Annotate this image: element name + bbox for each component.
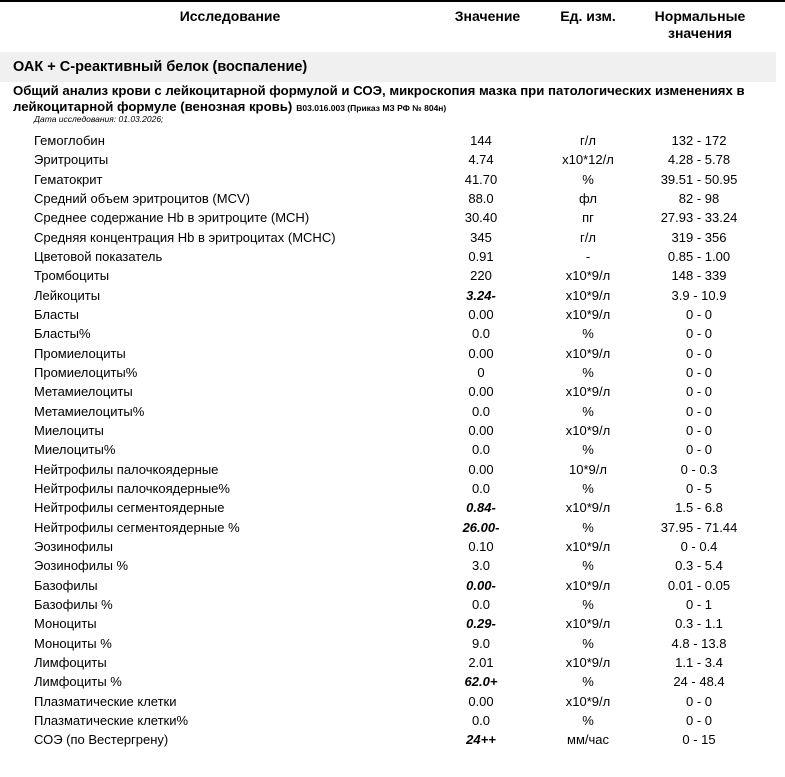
result-value: 0.00 bbox=[468, 461, 494, 477]
result-unit: x10*9/л bbox=[565, 422, 611, 438]
result-name: Базофилы bbox=[34, 577, 98, 593]
result-normal-range: 0 - 0.4 bbox=[680, 538, 718, 554]
result-unit: % bbox=[582, 442, 594, 458]
result-value: 0.0 bbox=[471, 480, 491, 496]
result-row bbox=[0, 595, 785, 614]
result-value: 30.40 bbox=[464, 210, 498, 226]
result-unit: x10*9/л bbox=[565, 287, 611, 303]
result-value: 0.0 bbox=[471, 712, 491, 728]
result-normal-range: 0 - 0 bbox=[685, 345, 712, 361]
study-date: Дата исследования: 01.03.2026; bbox=[34, 114, 164, 124]
result-normal-range: 0.85 - 1.00 bbox=[667, 248, 731, 264]
result-row bbox=[0, 498, 785, 517]
result-row bbox=[0, 440, 785, 459]
result-unit: - bbox=[585, 248, 591, 264]
result-row bbox=[0, 711, 785, 730]
result-normal-range: 0 - 0 bbox=[685, 403, 712, 419]
result-value: 3.0 bbox=[471, 558, 491, 574]
result-name: Базофилы % bbox=[34, 596, 113, 612]
result-normal-range: 4.8 - 13.8 bbox=[671, 635, 727, 651]
study-title bbox=[13, 83, 778, 116]
result-unit: x10*9/л bbox=[565, 616, 611, 632]
result-name: Моноциты bbox=[34, 616, 97, 632]
result-row bbox=[0, 324, 785, 343]
result-value: 345 bbox=[470, 229, 492, 245]
result-value-flagged: 24++ bbox=[466, 732, 496, 748]
result-normal-range: 319 - 356 bbox=[671, 229, 727, 245]
result-unit: x10*12/л bbox=[562, 152, 614, 168]
result-normal-range: 0 - 0 bbox=[685, 364, 712, 380]
result-value: 0 bbox=[477, 364, 485, 380]
result-row bbox=[0, 131, 785, 150]
result-normal-range: 0.01 - 0.05 bbox=[667, 577, 731, 593]
result-unit: x10*9/л bbox=[565, 268, 611, 284]
result-row bbox=[0, 305, 785, 324]
result-row bbox=[0, 170, 785, 189]
result-unit: x10*9/л bbox=[565, 654, 611, 670]
result-name: Миелоциты bbox=[34, 422, 104, 438]
result-row bbox=[0, 286, 785, 305]
result-unit: пг bbox=[582, 210, 594, 226]
column-header-normal-range: Нормальные значения bbox=[654, 8, 746, 41]
result-name: Плазматические клетки bbox=[34, 693, 177, 709]
result-normal-range: 39.51 - 50.95 bbox=[660, 171, 738, 187]
result-normal-range: 0.3 - 5.4 bbox=[675, 558, 723, 574]
result-value: 0.0 bbox=[471, 596, 491, 612]
result-row bbox=[0, 537, 785, 556]
result-normal-range: 0 - 0 bbox=[685, 422, 712, 438]
result-row bbox=[0, 382, 785, 401]
result-name: Метамиелоциты% bbox=[34, 403, 145, 419]
result-name: Средний объем эритроцитов (MCV) bbox=[34, 190, 250, 206]
result-normal-range: 82 - 98 bbox=[678, 190, 720, 206]
result-value: 41.70 bbox=[464, 171, 498, 187]
result-value: 0.0 bbox=[471, 403, 491, 419]
result-row bbox=[0, 692, 785, 711]
result-row bbox=[0, 208, 785, 227]
result-value-flagged: 3.24- bbox=[466, 287, 496, 303]
result-value-flagged: 0.84- bbox=[466, 500, 496, 516]
result-unit: % bbox=[582, 326, 594, 342]
result-normal-range: 0 - 0 bbox=[685, 442, 712, 458]
result-normal-range: 1.5 - 6.8 bbox=[675, 500, 723, 516]
result-unit: x10*9/л bbox=[565, 538, 611, 554]
result-name: Метамиелоциты bbox=[34, 384, 133, 400]
result-row bbox=[0, 460, 785, 479]
result-unit: % bbox=[582, 403, 594, 419]
result-value: 2.01 bbox=[468, 654, 494, 670]
result-normal-range: 37.95 - 71.44 bbox=[660, 519, 738, 535]
result-unit: % bbox=[582, 171, 594, 187]
result-name: Нейтрофилы сегментоядерные bbox=[34, 500, 225, 516]
result-unit: % bbox=[582, 712, 594, 728]
result-name: Тромбоциты bbox=[34, 268, 110, 284]
result-unit: % bbox=[582, 558, 594, 574]
section-title: ОАК + С-реактивный белок (воспаление) bbox=[13, 59, 308, 75]
result-unit: x10*9/л bbox=[565, 384, 611, 400]
result-name: Бласты% bbox=[34, 326, 91, 342]
result-name: Лимфоциты % bbox=[34, 674, 122, 690]
column-header-value: Значение bbox=[454, 8, 521, 24]
result-name: Бласты bbox=[34, 306, 79, 322]
result-row bbox=[0, 266, 785, 285]
result-row bbox=[0, 228, 785, 247]
result-unit: x10*9/л bbox=[565, 345, 611, 361]
column-header-test: Исследование bbox=[179, 8, 281, 24]
result-normal-range: 0 - 15 bbox=[682, 732, 716, 748]
result-name: Миелоциты% bbox=[34, 442, 116, 458]
result-value-flagged: 26.00- bbox=[462, 519, 500, 535]
result-unit: 10*9/л bbox=[569, 461, 607, 477]
result-row bbox=[0, 576, 785, 595]
result-normal-range: 0 - 0.3 bbox=[680, 461, 718, 477]
result-normal-range: 0 - 1 bbox=[685, 596, 712, 612]
result-normal-range: 0 - 0 bbox=[685, 306, 712, 322]
result-name: Промиелоциты bbox=[34, 345, 126, 361]
result-value: 9.0 bbox=[471, 635, 491, 651]
result-unit: % bbox=[582, 519, 594, 535]
result-name: Нейтрофилы сегментоядерные % bbox=[34, 519, 240, 535]
result-name: Нейтрофилы палочкоядерные bbox=[34, 461, 219, 477]
study-title-text: Общий анализ крови с лейкоцитарной формулой и СОЭ, микроскопия мазка при патологических изменениях в лейкоцитарной формуле (венозная кровь) bbox=[13, 83, 745, 114]
result-name: Эозинофилы % bbox=[34, 558, 129, 574]
result-value: 4.74 bbox=[468, 152, 494, 168]
result-row bbox=[0, 363, 785, 382]
result-row bbox=[0, 402, 785, 421]
result-normal-range: 0 - 0 bbox=[685, 326, 712, 342]
result-row bbox=[0, 479, 785, 498]
result-name: Лейкоциты bbox=[34, 287, 101, 303]
result-normal-range: 0 - 0 bbox=[685, 712, 712, 728]
result-unit: фл bbox=[579, 190, 597, 206]
result-value: 0.00 bbox=[468, 345, 494, 361]
result-unit: % bbox=[582, 635, 594, 651]
result-row bbox=[0, 614, 785, 633]
result-row bbox=[0, 247, 785, 266]
result-value: 0.00 bbox=[468, 693, 494, 709]
result-row bbox=[0, 556, 785, 575]
result-row bbox=[0, 189, 785, 208]
result-name: Эритроциты bbox=[34, 152, 109, 168]
result-normal-range: 3.9 - 10.9 bbox=[671, 287, 727, 303]
result-row bbox=[0, 421, 785, 440]
result-value: 144 bbox=[470, 133, 492, 148]
result-unit: г/л bbox=[580, 229, 596, 245]
result-row bbox=[0, 344, 785, 363]
result-name: Лимфоциты bbox=[34, 654, 107, 670]
result-value: 0.00 bbox=[468, 422, 494, 438]
result-name: СОЭ (по Вестергрену) bbox=[34, 732, 169, 748]
result-value: 88.0 bbox=[468, 190, 494, 206]
result-value: 220 bbox=[470, 268, 492, 284]
result-name: Плазматические клетки% bbox=[34, 712, 189, 728]
result-normal-range: 0 - 5 bbox=[685, 480, 712, 496]
result-unit: x10*9/л bbox=[565, 693, 611, 709]
result-row bbox=[0, 518, 785, 537]
result-normal-range: 0 - 0 bbox=[685, 384, 712, 400]
result-value-flagged: 62.0+ bbox=[464, 674, 498, 690]
result-unit: % bbox=[582, 596, 594, 612]
result-name: Гематокрит bbox=[34, 171, 103, 187]
column-header-unit: Ед. изм. bbox=[560, 8, 616, 24]
result-value: 0.00 bbox=[468, 306, 494, 322]
study-code: B03.016.003 (Приказ МЗ РФ № 804н) bbox=[296, 103, 447, 113]
result-value: 0.91 bbox=[468, 248, 494, 264]
result-unit: % bbox=[582, 364, 594, 380]
result-normal-range: 1.1 - 3.4 bbox=[675, 654, 723, 670]
result-name: Эозинофилы bbox=[34, 538, 113, 554]
result-unit: % bbox=[582, 674, 594, 690]
result-unit: г/л bbox=[580, 133, 596, 148]
result-normal-range: 132 - 172 bbox=[671, 133, 727, 148]
result-name: Средняя концентрация Hb в эритроцитах (MCHC) bbox=[34, 229, 336, 245]
result-normal-range: 148 - 339 bbox=[671, 268, 727, 284]
result-row bbox=[0, 634, 785, 653]
result-value-flagged: 0.29- bbox=[466, 616, 496, 632]
result-name: Цветовой показатель bbox=[34, 248, 163, 264]
result-value: 0.0 bbox=[471, 442, 491, 458]
result-row bbox=[0, 653, 785, 672]
result-row bbox=[0, 672, 785, 691]
result-unit: % bbox=[582, 480, 594, 496]
result-normal-range: 4.28 - 5.78 bbox=[667, 152, 731, 168]
result-normal-range: 0 - 0 bbox=[685, 693, 712, 709]
result-name: Промиелоциты% bbox=[34, 364, 138, 380]
result-unit: мм/час bbox=[567, 732, 609, 748]
top-rule bbox=[0, 0, 785, 2]
result-normal-range: 27.93 - 33.24 bbox=[660, 210, 738, 226]
result-value-flagged: 0.00- bbox=[466, 577, 496, 593]
result-row bbox=[0, 150, 785, 169]
result-value: 0.00 bbox=[468, 384, 494, 400]
result-name: Нейтрофилы палочкоядерные% bbox=[34, 480, 230, 496]
result-name: Моноциты % bbox=[34, 635, 112, 651]
result-unit: x10*9/л bbox=[565, 500, 611, 516]
result-row bbox=[0, 730, 785, 749]
result-unit: x10*9/л bbox=[565, 577, 611, 593]
result-name: Среднее содержание Hb в эритроците (MCH) bbox=[34, 210, 310, 226]
result-normal-range: 0.3 - 1.1 bbox=[675, 616, 723, 632]
result-normal-range: 24 - 48.4 bbox=[673, 674, 725, 690]
result-value: 0.10 bbox=[468, 538, 494, 554]
results-table bbox=[0, 131, 785, 750]
result-unit: x10*9/л bbox=[565, 306, 611, 322]
result-value: 0.0 bbox=[471, 326, 491, 342]
result-name: Гемоглобин bbox=[34, 133, 105, 148]
